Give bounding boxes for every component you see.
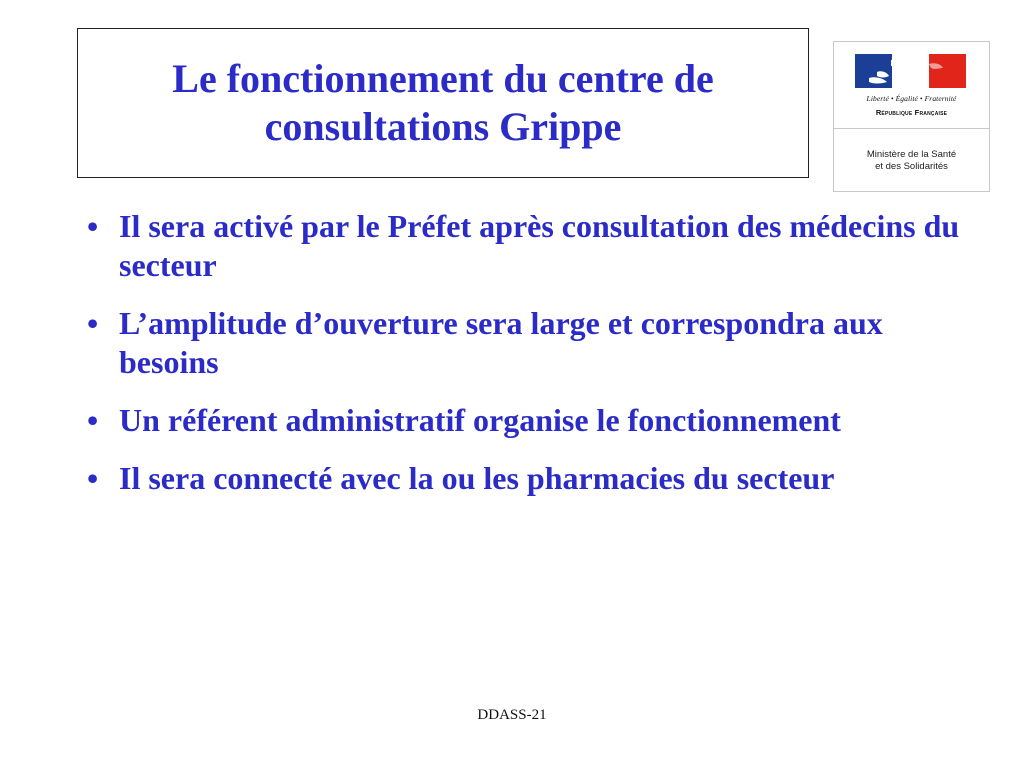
ministry-name: Ministère de la Santé et des Solidarités xyxy=(866,149,957,172)
bullet-marker: • xyxy=(87,402,99,438)
bullet-item xyxy=(87,207,987,285)
logo-motto: Liberté • Égalité • Fraternité xyxy=(866,94,957,103)
bullet-text: L’amplitude d’ouverture sera large et correspondra aux besoins xyxy=(119,305,883,380)
bullet-text: Un référent administratif organise le fonctionnement xyxy=(119,402,841,438)
marianne-logo-block xyxy=(834,42,989,129)
bullet-marker: • xyxy=(87,460,99,496)
logo-republique: République Française xyxy=(875,108,948,117)
marianne-flag-icon xyxy=(855,54,966,88)
government-logo xyxy=(833,41,990,192)
title-box xyxy=(77,28,809,178)
bullet-item xyxy=(87,304,987,382)
slide-title: Le fonctionnement du centre de consultations Grippe xyxy=(172,56,714,149)
bullet-marker: • xyxy=(87,208,99,244)
bullet-marker: • xyxy=(87,305,99,341)
bullet-text: Il sera connecté avec la ou les pharmacies du secteur xyxy=(119,460,835,496)
bullet-item xyxy=(87,401,987,440)
slide-footer: DDASS-21 xyxy=(477,707,547,723)
bullet-list xyxy=(87,207,987,517)
bullet-text: Il sera activé par le Préfet après consultation des médecins du secteur xyxy=(119,208,960,283)
bullet-item xyxy=(87,459,987,498)
